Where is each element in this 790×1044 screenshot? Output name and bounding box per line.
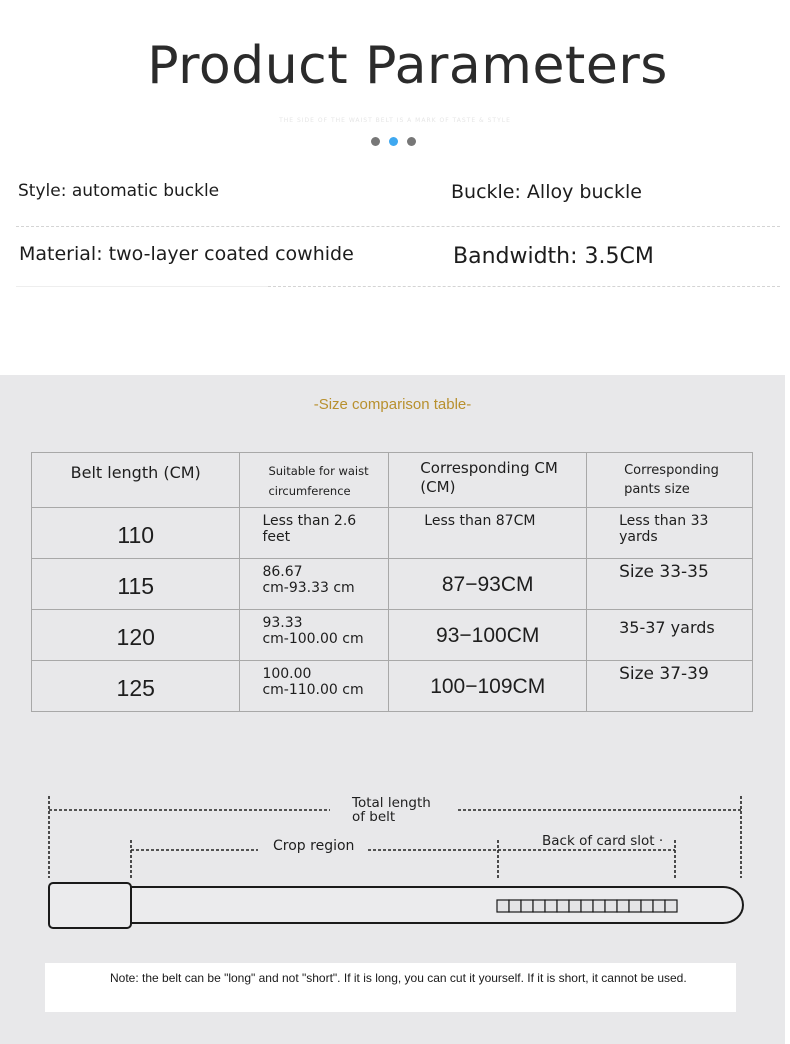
param-material: Material: two-layer coated cowhide (19, 243, 354, 265)
card-slot-hole (545, 900, 557, 912)
cell-line: cm-110.00 cm (262, 682, 364, 698)
cell-pants (587, 559, 753, 610)
card-slot-hole (581, 900, 593, 912)
table-header-row (32, 453, 753, 508)
header-waist: Suitable for waist circumference (240, 453, 389, 508)
belt-diagram (0, 780, 785, 940)
cell-length: 120 (32, 610, 240, 661)
total-length-label (352, 796, 431, 824)
carousel-dot[interactable] (371, 137, 380, 146)
card-slot-hole (533, 900, 545, 912)
param-buckle: Buckle: Alloy buckle (451, 181, 642, 203)
header-cm: Corresponding CM (CM) (389, 453, 587, 508)
card-slot-hole (617, 900, 629, 912)
table-row (32, 508, 753, 559)
carousel-indicator (371, 137, 416, 146)
table-row (32, 559, 753, 610)
cell-line: cm-100.00 cm (262, 631, 364, 647)
cell-cm: Less than 87CM (389, 508, 587, 559)
cell-line: 100.00 (262, 666, 312, 682)
header-pants-size: Corresponding pants size (587, 453, 753, 508)
cell-line: feet (262, 529, 291, 545)
card-slot-hole (665, 900, 677, 912)
cell-pants (587, 508, 753, 559)
crop-region-label: Crop region (273, 838, 355, 854)
cell-length: 115 (32, 559, 240, 610)
cell-cm: 87−93CM (389, 559, 587, 610)
card-slot-hole (569, 900, 581, 912)
divider (268, 286, 780, 287)
card-slot-hole (605, 900, 617, 912)
card-slot-hole (509, 900, 521, 912)
cell-cm: 93−100CM (389, 610, 587, 661)
page-title: Product Parameters (147, 36, 668, 96)
card-slot-hole (653, 900, 665, 912)
label-line: Total length (352, 795, 431, 811)
cell-line: 93.33 (262, 615, 303, 631)
cell-line: Less than 2.6 (262, 513, 357, 529)
parameters-section (0, 0, 790, 375)
note-box (45, 963, 736, 1012)
card-slot-hole (593, 900, 605, 912)
cell-line: Size 37-39 (619, 664, 709, 684)
page-subtitle: THE SIDE OF THE WAIST BELT IS A MARK OF TASTE & STYLE (279, 117, 511, 124)
cell-line: Size 33-35 (619, 562, 709, 582)
cell-waist (240, 559, 389, 610)
cell-waist (240, 508, 389, 559)
cell-pants (587, 610, 753, 661)
table-row (32, 610, 753, 661)
size-comparison-table (31, 452, 753, 712)
cell-length: 125 (32, 661, 240, 712)
cell-line: 35-37 yards (619, 618, 715, 637)
cell-line: cm-93.33 cm (262, 580, 355, 596)
note-text: Note: the belt can be "long" and not "short". If it is long, you can cut it yourself. If it is short, it cannot be used. (110, 971, 687, 985)
cell-pants (587, 661, 753, 712)
cell-line: yards (619, 529, 658, 545)
card-slot-hole (629, 900, 641, 912)
card-slot-label: Back of card slot · (542, 833, 664, 849)
card-slot-hole (557, 900, 569, 912)
param-style: Style: automatic buckle (18, 181, 220, 201)
cell-line: 86.67 (262, 564, 303, 580)
cell-waist (240, 610, 389, 661)
card-slot-holes (497, 900, 677, 912)
cell-length: 110 (32, 508, 240, 559)
card-slot-hole (641, 900, 653, 912)
card-slot-hole (521, 900, 533, 912)
header-belt-length: Belt length (CM) (32, 453, 240, 508)
card-slot-hole (497, 900, 509, 912)
cell-cm: 100−109CM (389, 661, 587, 712)
carousel-dot[interactable] (407, 137, 416, 146)
divider (16, 286, 268, 287)
divider (16, 226, 780, 227)
size-table-title: -Size comparison table- (313, 396, 472, 413)
belt-buckle (49, 883, 131, 928)
param-bandwidth: Bandwidth: 3.5CM (453, 244, 654, 269)
cell-waist (240, 661, 389, 712)
carousel-dot-active[interactable] (389, 137, 398, 146)
label-line: of belt (352, 809, 396, 825)
table-row (32, 661, 753, 712)
cell-line: Less than 33 (619, 513, 709, 529)
